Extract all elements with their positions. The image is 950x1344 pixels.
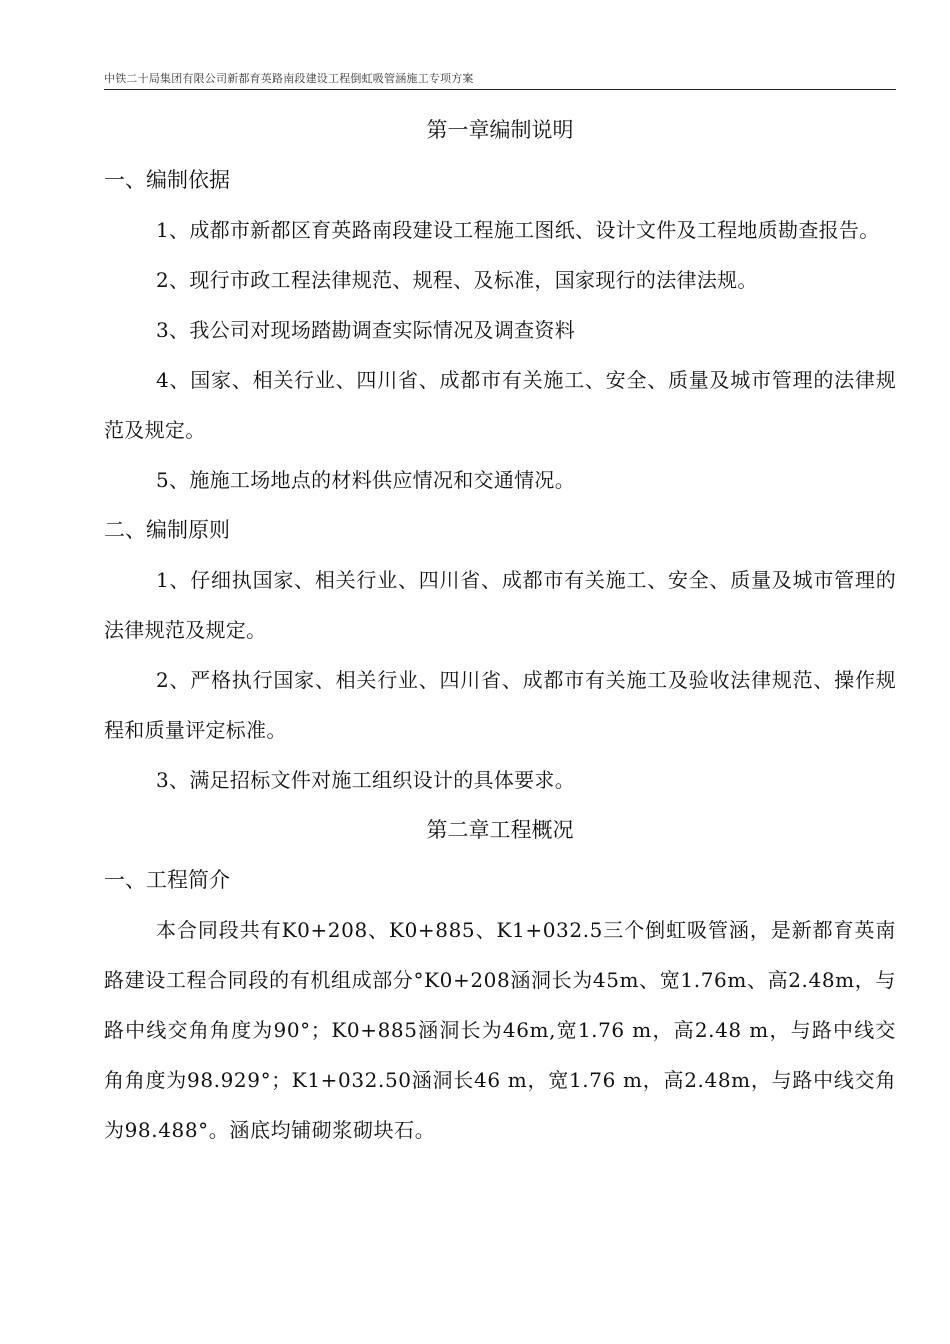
page-header: 中铁二十局集团有限公司新都育英路南段建设工程倒虹吸管涵施工专项方案 bbox=[104, 70, 896, 90]
section-principles-title: 二、编制原则 bbox=[104, 518, 230, 542]
document-body bbox=[104, 105, 896, 1155]
basis-item-4: 4、国家、相关行业、四川省、成都市有关施工、安全、质量及城市管理的法律规范及规定。 bbox=[104, 368, 896, 442]
basis-item-3: 3、我公司对现场踏勘调查实际情况及调查资料 bbox=[156, 318, 576, 342]
section-basis-title: 一、编制依据 bbox=[104, 168, 230, 192]
section-overview-title: 一、工程简介 bbox=[104, 868, 230, 892]
chapter-2-title: 第二章工程概况 bbox=[426, 818, 574, 842]
chapter-1-title: 第一章编制说明 bbox=[426, 118, 574, 142]
overview-paragraph: 本合同段共有K0+208、K0+885、K1+032.5三个倒虹吸管涵，是新都育英南路建设工程合同段的有机组成部分°K0+208涵洞长为45m、宽1.76m、高2.48m，与路中线交角角度为90°；K0+885涵洞长为46m,宽1.76 m，高2.48 m，与路中线交角角度为98.929°；K1+032.50涵洞长46 m，宽1.76 m，高2.48m，与路中线交角为98.488°。涵底均铺砌浆砌块石。 bbox=[104, 918, 896, 1142]
principle-item-2: 2、严格执行国家、相关行业、四川省、成都市有关施工及验收法律规范、操作规程和质量评定标准。 bbox=[104, 668, 896, 742]
basis-item-1: 1、成都市新都区育英路南段建设工程施工图纸、设计文件及工程地质勘查报告。 bbox=[156, 218, 880, 242]
principle-item-3: 3、满足招标文件对施工组织设计的具体要求。 bbox=[156, 768, 576, 792]
basis-item-2: 2、现行市政工程法律规范、规程、及标准，国家现行的法律法规。 bbox=[156, 268, 758, 292]
basis-item-5: 5、施施工场地点的材料供应情况和交通情况。 bbox=[156, 468, 576, 492]
principle-item-1: 1、仔细执国家、相关行业、四川省、成都市有关施工、安全、质量及城市管理的法律规范及规定。 bbox=[104, 568, 896, 642]
